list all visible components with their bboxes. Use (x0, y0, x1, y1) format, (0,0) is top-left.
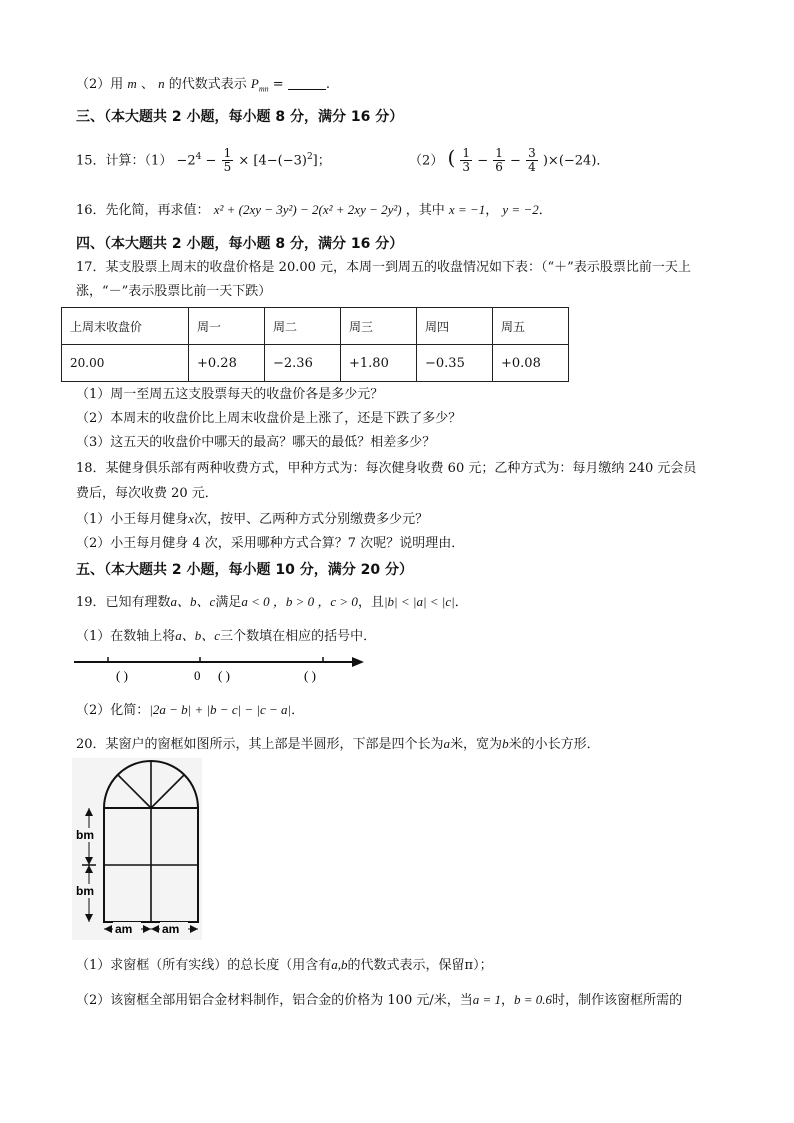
table-cell: 20.00 (62, 345, 189, 382)
fraction-3-4: $\frac{3}{4}$ (528, 146, 536, 175)
section-3-heading: 三、（本大题共 2 小题，每小题 8 分，满分 16 分） (76, 109, 404, 125)
window-frame-figure (72, 758, 202, 940)
table-header: 周五 (493, 308, 569, 345)
table-cell: −2.36 (265, 345, 341, 382)
table-header: 周二 (265, 308, 341, 345)
bracket-left: ( ) (116, 668, 128, 683)
fraction-1-5: $\frac{1}{5}$ (223, 146, 232, 175)
q17-text-1: 17．某支股票上周末的收盘价格是 20.00 元，本周一到周五的收盘情况如下表：（“＋”表示股票比前一天上 (76, 260, 691, 275)
q18-sub-2: （2）小王每月健身 4 次，采用哪种方式合算？7 次呢？说明理由． (76, 536, 465, 551)
q20-sub-2: （2）该窗框全部用铝合金材料制作，铝合金的价格为 100 元/米，当a = 1，b = 0.6时，制作该窗框所需的 (76, 992, 683, 1008)
number-line (72, 650, 372, 690)
table-cell: +1.80 (341, 345, 417, 382)
q19-sub-2: （2）化简：|2a − b| + |b − c| − |c − a|． (76, 702, 305, 718)
q18-sub-1: （1）小王每月健身x次，按甲、乙两种方式分别缴费多少元？ (76, 511, 429, 527)
q17-text-2: 涨，“－”表示股票比前一天下跌） (76, 284, 272, 299)
label-bm-upper: bm (76, 828, 94, 842)
table-cell: −0.35 (417, 345, 493, 382)
q17-sub-3: （3）这五天的收盘价中哪天的最高？哪天的最低？相差多少？ (76, 435, 436, 450)
table-row (62, 308, 569, 345)
q17-sub-2: （2）本周末的收盘价比上周末收盘价是上涨了，还是下跌了多少？ (76, 411, 462, 426)
q20-text: 20．某窗户的窗框如图所示，其上部是半圆形，下部是四个长为a米，宽为b米的小长方形． (76, 736, 600, 752)
bracket-right: ( ) (304, 668, 316, 683)
q14-part2: （2）用 m 、 n 的代数式表示 $P_{mn}$ = . (76, 76, 330, 94)
arrow-icon (352, 657, 364, 667)
q15: 15．计算：$(1) -2^4$ − $\frac{1}{5}$ × $[4-(-3)^2]$； （2） ( $\frac{1}{3}$ − $\frac{1}{6}$ − $\frac{3}{4}$ )×(−24)． (76, 145, 610, 175)
fraction-1-6: $\frac{1}{6}$ (495, 146, 503, 175)
stock-table (61, 307, 569, 382)
q19-sub-1: （1）在数轴上将a、b、c三个数填在相应的括号中． (76, 628, 377, 644)
table-header: 上周末收盘价 (62, 308, 189, 345)
table-cell: +0.08 (493, 345, 569, 382)
label-bm-lower: bm (76, 884, 94, 898)
q19-text: 19．已知有理数a、b、c满足a < 0 ，b > 0 ，c > 0，且|b| < |a| < |c|． (76, 594, 468, 610)
figure-background (72, 758, 202, 940)
table-header: 周四 (417, 308, 493, 345)
table-cell: +0.28 (189, 345, 265, 382)
section-5-heading: 五、（本大题共 2 小题，每小题 10 分，满分 20 分） (76, 562, 413, 578)
label-am-left: am (115, 922, 133, 936)
q16: 16．先化简，再求值： x² + (2xy − 3y²) − 2(x² + 2xy − 2y²) ，其中 x = −1， y = −2． (76, 202, 552, 218)
table-header: 周三 (341, 308, 417, 345)
table-row (62, 345, 569, 382)
label-am-right: am (162, 922, 180, 936)
section-4-heading: 四、（本大题共 2 小题，每小题 8 分，满分 16 分） (76, 236, 404, 252)
table-header: 周一 (189, 308, 265, 345)
bracket-middle: ( ) (218, 668, 230, 683)
answer-blank (288, 77, 326, 90)
q18-text-1: 18．某健身俱乐部有两种收费方式，甲种方式为：每次健身收费 60 元；乙种方式为：每月缴纳 240 元会员 (76, 461, 697, 476)
q18-text-2: 费后，每次收费 20 元． (76, 486, 218, 501)
zero-label: 0 (194, 668, 201, 683)
q17-sub-1: （1）周一至周五这支股票每天的收盘价各是多少元？ (76, 387, 384, 402)
fraction-1-3: $\frac{1}{3}$ (462, 146, 471, 175)
q20-sub-1: （1）求窗框（所有实线）的总长度（用含有a,b的代数式表示，保留π）； (76, 957, 493, 973)
